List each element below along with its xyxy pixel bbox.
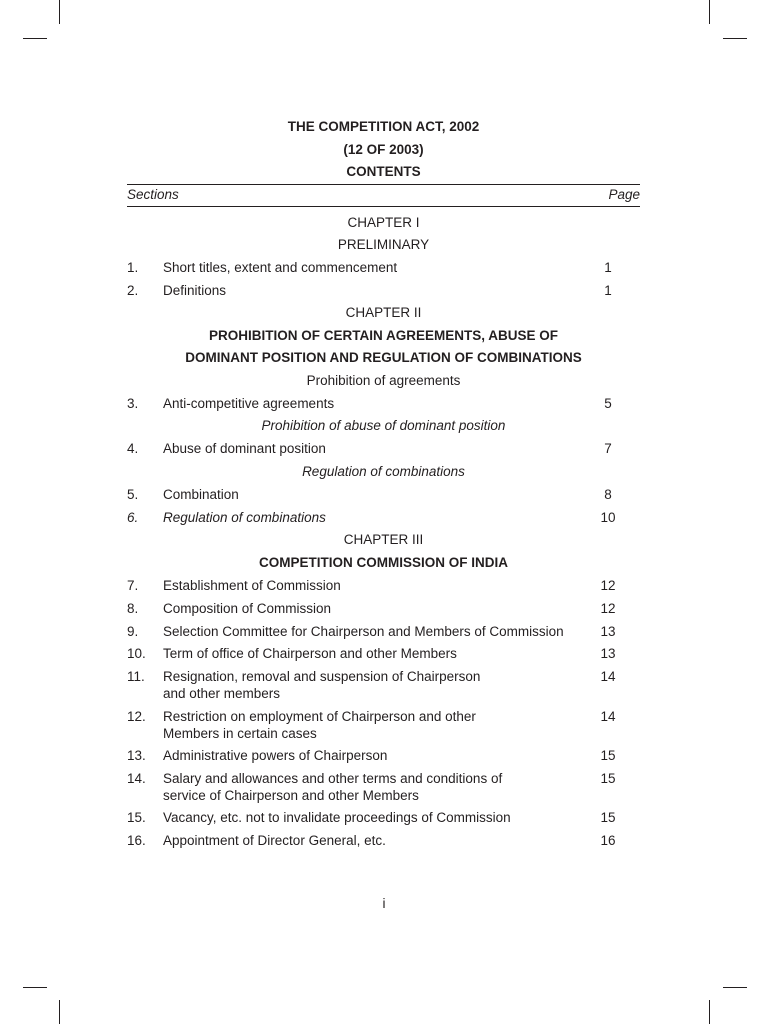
- section-number: 10.: [127, 646, 146, 661]
- section-number: 15.: [127, 810, 146, 825]
- chapter-1-title: PRELIMINARY: [337, 237, 430, 252]
- section-number: 9.: [127, 624, 139, 639]
- page-label: Page: [608, 187, 640, 202]
- section-number: 8.: [127, 601, 139, 616]
- section-title-line1: Restriction on employment of Chairperson and other: [163, 709, 476, 724]
- page-number: 15: [600, 748, 616, 763]
- header-rule-top: [127, 184, 640, 185]
- sections-label: Sections: [127, 187, 179, 202]
- page-number: 10: [600, 510, 616, 525]
- chapter-3-label: CHAPTER III: [343, 532, 424, 547]
- section-number: 2.: [127, 283, 139, 298]
- chapter-2-title-line1: PROHIBITION OF CERTAIN AGREEMENTS, ABUSE OF: [208, 328, 558, 343]
- section-number: 5.: [127, 487, 139, 502]
- section-title: Short titles, extent and commencement: [163, 260, 398, 275]
- crop-mark-top-left-h: [23, 38, 47, 39]
- section-title: Combination: [163, 487, 239, 502]
- page-number: 1: [604, 283, 612, 298]
- section-number: 16.: [127, 833, 146, 848]
- section-title-line2: and other members: [163, 686, 281, 701]
- contents-heading: CONTENTS: [346, 164, 421, 179]
- section-number: 14.: [127, 771, 146, 786]
- page-number: 14: [600, 709, 616, 724]
- subheading-regulation-of-combinations: Regulation of combinations: [302, 464, 465, 479]
- section-title-line2: Members in certain cases: [163, 726, 317, 741]
- act-title: THE COMPETITION ACT, 2002: [287, 119, 480, 134]
- crop-mark-top-right: [709, 0, 710, 24]
- section-title: Establishment of Commission: [163, 578, 341, 593]
- page-number: 15: [600, 810, 616, 825]
- section-number: 1.: [127, 260, 139, 275]
- section-title: Composition of Commission: [163, 601, 332, 616]
- page-number: 7: [604, 441, 612, 456]
- page-number: 8: [604, 487, 612, 502]
- section-title: Selection Committee for Chairperson and Members of Commission: [163, 624, 564, 639]
- act-number: (12 OF 2003): [343, 142, 424, 157]
- crop-mark-top-left: [59, 0, 60, 24]
- section-number: 4.: [127, 441, 139, 456]
- crop-mark-top-right-h: [723, 38, 747, 39]
- section-title: Regulation of combinations: [163, 510, 326, 525]
- section-title: Definitions: [163, 283, 227, 298]
- subheading-prohibition-of-agreements: Prohibition of agreements: [306, 373, 461, 388]
- chapter-2-title-line2: DOMINANT POSITION AND REGULATION OF COMBINATIONS: [185, 350, 582, 365]
- section-number: 3.: [127, 396, 139, 411]
- chapter-2-label: CHAPTER II: [345, 305, 422, 320]
- section-title: Vacancy, etc. not to invalidate proceedings of Commission: [163, 810, 511, 825]
- section-number: 7.: [127, 578, 139, 593]
- crop-mark-bottom-right-h: [723, 987, 747, 988]
- page-number: 12: [600, 601, 616, 616]
- page-number: 12: [600, 578, 616, 593]
- chapter-3-title: COMPETITION COMMISSION OF INDIA: [259, 555, 508, 570]
- section-number: 11.: [127, 669, 145, 684]
- section-title-line1: Resignation, removal and suspension of Chairperson: [163, 669, 481, 684]
- page-number: 13: [600, 646, 616, 661]
- section-number: 6.: [127, 510, 139, 525]
- crop-mark-bottom-left-h: [23, 987, 47, 988]
- section-number: 12.: [127, 709, 146, 724]
- section-title: Term of office of Chairperson and other Members: [163, 646, 457, 661]
- subheading-abuse-of-dominant-position: Prohibition of abuse of dominant position: [261, 418, 506, 433]
- page-number: 5: [604, 396, 612, 411]
- section-number: 13.: [127, 748, 146, 763]
- page-number: 16: [600, 833, 616, 848]
- header-rule-bottom: [127, 206, 640, 207]
- page-number: 1: [604, 260, 612, 275]
- page-number: 13: [600, 624, 616, 639]
- section-title: Abuse of dominant position: [163, 441, 326, 456]
- section-title-line2: service of Chairperson and other Members: [163, 788, 419, 803]
- page-folio: i: [382, 896, 386, 911]
- section-title: Administrative powers of Chairperson: [163, 748, 388, 763]
- crop-mark-bottom-right: [709, 1000, 710, 1024]
- page-number: 14: [600, 669, 616, 684]
- section-title-line1: Salary and allowances and other terms and conditions of: [163, 771, 503, 786]
- section-title: Appointment of Director General, etc.: [163, 833, 386, 848]
- crop-mark-bottom-left: [59, 1000, 60, 1024]
- page-number: 15: [600, 771, 616, 786]
- chapter-1-label: CHAPTER I: [347, 215, 420, 230]
- section-title: Anti-competitive agreements: [163, 396, 335, 411]
